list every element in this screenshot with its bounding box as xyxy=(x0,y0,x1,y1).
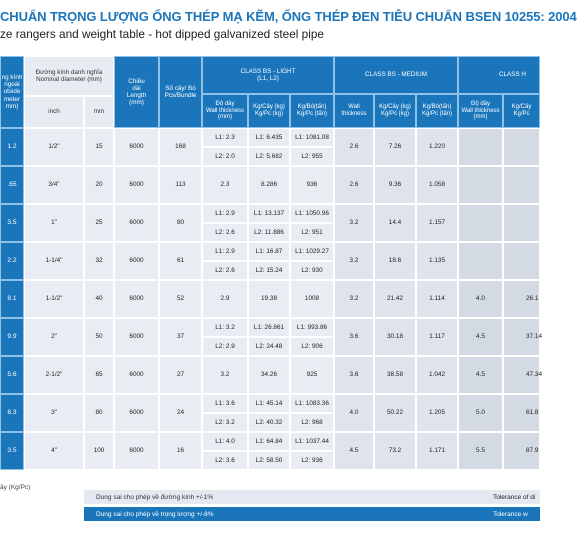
tolerance-weight-row xyxy=(84,507,540,521)
cell-light-wall-l2: L2: 2.9 xyxy=(202,337,248,356)
cell-heavy-wall: 5.0 xyxy=(458,394,503,432)
cell-light-bundle: 936 xyxy=(290,166,334,204)
cell-heavy-kg xyxy=(503,128,540,166)
cell-medium-kg: 21.42 xyxy=(374,280,416,318)
cell-light-wall-l1: L1: 2.3 xyxy=(202,128,248,147)
cell-heavy-wall: 5.5 xyxy=(458,432,503,470)
header-class-medium: CLASS BS - MEDIUM xyxy=(334,56,458,94)
cell-light-kg: 19.38 xyxy=(248,280,290,318)
cell-heavy-kg: 47.34 xyxy=(503,356,540,394)
cell-light-bundle-l2: L2: 930 xyxy=(290,261,334,280)
cell-length: 6000 xyxy=(114,204,159,242)
cell-medium-bundle: 1.171 xyxy=(416,432,458,470)
cell-light-kg: 8.286 xyxy=(248,166,290,204)
cell-medium-kg: 50.22 xyxy=(374,394,416,432)
header-class-heavy: CLASS H xyxy=(458,56,540,94)
header-heavy-wall-thickness: Độ dày Wall thickness (mm) xyxy=(458,94,503,128)
cell-heavy-kg xyxy=(503,242,540,280)
cell-medium-bundle: 1.220 xyxy=(416,128,458,166)
cell-mm: 25 xyxy=(84,204,114,242)
cell-light-bundle-l1: L1: 1083.36 xyxy=(290,394,334,413)
cell-bundle: 16 xyxy=(159,432,202,470)
header-mm: mm xyxy=(84,96,114,128)
cell-length: 6000 xyxy=(114,242,159,280)
cell-heavy-kg xyxy=(503,204,540,242)
header-class-light: CLASS BS - LIGHT (L1, L2) xyxy=(202,56,334,94)
cell-medium-bundle: 1.058 xyxy=(416,166,458,204)
cell-mm: 20 xyxy=(84,166,114,204)
cell-medium-kg: 18.6 xyxy=(374,242,416,280)
cell-mm: 65 xyxy=(84,356,114,394)
cell-medium-kg: 7.26 xyxy=(374,128,416,166)
cell-medium-wall: 3.2 xyxy=(334,204,374,242)
cell-length: 6000 xyxy=(114,356,159,394)
cell-medium-kg: 30.18 xyxy=(374,318,416,356)
cell-inch: 4" xyxy=(24,432,84,470)
cell-light-wall-l1: L1: 2.9 xyxy=(202,204,248,223)
cell-medium-bundle: 1.042 xyxy=(416,356,458,394)
cell-medium-wall: 2.6 xyxy=(334,128,374,166)
cell-outside-diameter: 8.1 xyxy=(0,280,24,318)
cell-light-kg-l2: L2: 15.24 xyxy=(248,261,290,280)
cell-outside-diameter: 3.5 xyxy=(0,432,24,470)
cell-bundle: 37 xyxy=(159,318,202,356)
cell-outside-diameter: 2.2 xyxy=(0,242,24,280)
header-light-wall-thickness: Độ dày Wall thickness (mm) xyxy=(202,94,248,128)
cell-light-kg-l2: L2: 24.48 xyxy=(248,337,290,356)
cell-heavy-wall: 4.5 xyxy=(458,356,503,394)
cell-light-kg-l1: L1: 16.87 xyxy=(248,242,290,261)
tolerance-weight-en: Tolerance w xyxy=(493,510,528,518)
cell-light-kg-l1: L1: 45.14 xyxy=(248,394,290,413)
cell-light-wall-l2: L2: 2.6 xyxy=(202,261,248,280)
cell-inch: 3" xyxy=(24,394,84,432)
cell-medium-wall: 2.6 xyxy=(334,166,374,204)
cell-light-kg-l2: L2: 58.50 xyxy=(248,451,290,470)
cell-light-kg-l1: L1: 64.84 xyxy=(248,432,290,451)
cell-light-kg-l2: L2: 40.32 xyxy=(248,413,290,432)
cell-light-bundle: 1008 xyxy=(290,280,334,318)
cell-medium-kg: 73.2 xyxy=(374,432,416,470)
cell-length: 6000 xyxy=(114,318,159,356)
header-inch: inch xyxy=(24,96,84,128)
cell-light-wall-l2: L2: 2.6 xyxy=(202,223,248,242)
cell-inch: 1/2" xyxy=(24,128,84,166)
cell-mm: 40 xyxy=(84,280,114,318)
cell-light-bundle-l2: L2: 955 xyxy=(290,147,334,166)
cell-bundle: 52 xyxy=(159,280,202,318)
header-medium-kg-bundle: Kg/Bó(tấn) Kg/Pc (tấn) xyxy=(416,94,458,128)
cell-light-wall: 2.9 xyxy=(202,280,248,318)
cell-medium-bundle: 1.117 xyxy=(416,318,458,356)
cell-bundle: 113 xyxy=(159,166,202,204)
cell-bundle: 168 xyxy=(159,128,202,166)
cell-mm: 32 xyxy=(84,242,114,280)
cell-medium-bundle: 1.114 xyxy=(416,280,458,318)
header-medium-kg-pc: Kg/Cây (kg) Kg/Pc (kg) xyxy=(374,94,416,128)
cell-medium-kg: 38.58 xyxy=(374,356,416,394)
cell-length: 6000 xyxy=(114,128,159,166)
cell-mm: 100 xyxy=(84,432,114,470)
cell-light-bundle: 925 xyxy=(290,356,334,394)
cell-light-bundle-l1: L1: 1037.44 xyxy=(290,432,334,451)
cell-inch: 1-1/2" xyxy=(24,280,84,318)
cell-light-wall-l2: L2: 3.6 xyxy=(202,451,248,470)
cell-medium-wall: 3.2 xyxy=(334,280,374,318)
cell-light-bundle-l1: L1: 1029.27 xyxy=(290,242,334,261)
cell-light-bundle-l2: L2: 936 xyxy=(290,451,334,470)
cell-bundle: 24 xyxy=(159,394,202,432)
header-nominal-diameter: Đường kính danh nghĩa Nominal diameter (mm) xyxy=(24,56,114,96)
cell-heavy-wall: 4.0 xyxy=(458,280,503,318)
cell-length: 6000 xyxy=(114,432,159,470)
cell-medium-wall: 3.6 xyxy=(334,356,374,394)
cell-length: 6000 xyxy=(114,280,159,318)
cell-inch: 2-1/2" xyxy=(24,356,84,394)
cell-medium-wall: 4.5 xyxy=(334,432,374,470)
cell-light-wall-l1: L1: 3.2 xyxy=(202,318,248,337)
legend-note: ây (Kg/Pc) xyxy=(0,484,31,491)
cell-light-bundle-l2: L2: 968 xyxy=(290,413,334,432)
cell-length: 6000 xyxy=(114,394,159,432)
cell-heavy-wall xyxy=(458,128,503,166)
cell-mm: 50 xyxy=(84,318,114,356)
cell-light-kg-l1: L1: 26.861 xyxy=(248,318,290,337)
cell-outside-diameter: 1.2 xyxy=(0,128,24,166)
cell-outside-diameter: .65 xyxy=(0,166,24,204)
cell-light-kg: 34.26 xyxy=(248,356,290,394)
tolerance-weight-vn: Dung sai cho phép về trọng lượng +/-8% xyxy=(96,510,214,518)
cell-light-kg-l1: L1: 13.137 xyxy=(248,204,290,223)
page-title: CHUẨN TRỌNG LƯỢNG ỐNG THÉP MẠ KẼM, ỐNG THÉP ĐEN TIÊU CHUẨN BSEN 10255: 2004 xyxy=(0,9,577,24)
cell-heavy-kg: 37.14 xyxy=(503,318,540,356)
tolerance-diameter-en: Tolerance of di xyxy=(493,493,536,501)
cell-light-wall-l1: L1: 2.9 xyxy=(202,242,248,261)
header-outside-diameter: ng kính ngoài utside meter mm) xyxy=(0,56,24,128)
cell-medium-wall: 4.0 xyxy=(334,394,374,432)
cell-mm: 80 xyxy=(84,394,114,432)
cell-medium-bundle: 1.135 xyxy=(416,242,458,280)
cell-light-kg-l2: L2: 5.682 xyxy=(248,147,290,166)
cell-heavy-wall xyxy=(458,166,503,204)
cell-medium-bundle: 1.205 xyxy=(416,394,458,432)
cell-light-bundle-l1: L1: 1081.08 xyxy=(290,128,334,147)
cell-medium-bundle: 1.157 xyxy=(416,204,458,242)
weight-table xyxy=(0,56,540,474)
header-light-kg-pc: Kg/Cây (kg) Kg/Pc (kg) xyxy=(248,94,290,128)
tolerance-diameter-row xyxy=(84,490,540,504)
cell-medium-kg: 14.4 xyxy=(374,204,416,242)
header-length: Chiều dài Length (mm) xyxy=(114,56,159,128)
cell-light-wall: 3.2 xyxy=(202,356,248,394)
cell-outside-diameter: 8.3 xyxy=(0,394,24,432)
header-light-kg-bundle: Kg/Bó(tấn) Kg/Pc (tấn) xyxy=(290,94,334,128)
header-bundle: Số cây/ Bó Pcs/Bundle xyxy=(159,56,202,128)
cell-inch: 3/4" xyxy=(24,166,84,204)
cell-heavy-kg: 61.8 xyxy=(503,394,540,432)
cell-medium-kg: 9.36 xyxy=(374,166,416,204)
cell-light-kg-l2: L2: 11.886 xyxy=(248,223,290,242)
cell-light-bundle-l1: L1: 993.86 xyxy=(290,318,334,337)
cell-light-wall-l2: L2: 3.2 xyxy=(202,413,248,432)
cell-length: 6000 xyxy=(114,166,159,204)
cell-light-bundle-l1: L1: 1050.96 xyxy=(290,204,334,223)
cell-heavy-kg: 26.1 xyxy=(503,280,540,318)
cell-light-bundle-l2: L2: 951 xyxy=(290,223,334,242)
page-subtitle: ze rangers and weight table - hot dipped galvanized steel pipe xyxy=(0,27,324,41)
cell-medium-wall: 3.2 xyxy=(334,242,374,280)
cell-heavy-kg xyxy=(503,166,540,204)
cell-inch: 1-1/4" xyxy=(24,242,84,280)
cell-light-bundle-l2: L2: 906 xyxy=(290,337,334,356)
cell-outside-diameter: 3.5 xyxy=(0,204,24,242)
cell-outside-diameter: 5.6 xyxy=(0,356,24,394)
cell-bundle: 27 xyxy=(159,356,202,394)
cell-medium-wall: 3.6 xyxy=(334,318,374,356)
cell-bundle: 61 xyxy=(159,242,202,280)
cell-inch: 1" xyxy=(24,204,84,242)
header-heavy-kg-pc: Kg/Cây Kg/Pc xyxy=(503,94,540,128)
cell-light-wall-l1: L1: 4.0 xyxy=(202,432,248,451)
tolerance-diameter-vn: Dung sai cho phép về đường kính +/-1% xyxy=(96,493,214,501)
cell-light-wall-l2: L2: 2.0 xyxy=(202,147,248,166)
cell-mm: 15 xyxy=(84,128,114,166)
header-medium-wall-thickness: Wall thickness xyxy=(334,94,374,128)
cell-heavy-kg: 87.9 xyxy=(503,432,540,470)
cell-bundle: 80 xyxy=(159,204,202,242)
cell-light-kg-l1: L1: 6.435 xyxy=(248,128,290,147)
cell-outside-diameter: 9.9 xyxy=(0,318,24,356)
cell-light-wall: 2.3 xyxy=(202,166,248,204)
cell-heavy-wall xyxy=(458,204,503,242)
cell-light-wall-l1: L1: 3.6 xyxy=(202,394,248,413)
cell-heavy-wall xyxy=(458,242,503,280)
cell-inch: 2" xyxy=(24,318,84,356)
cell-heavy-wall: 4.5 xyxy=(458,318,503,356)
